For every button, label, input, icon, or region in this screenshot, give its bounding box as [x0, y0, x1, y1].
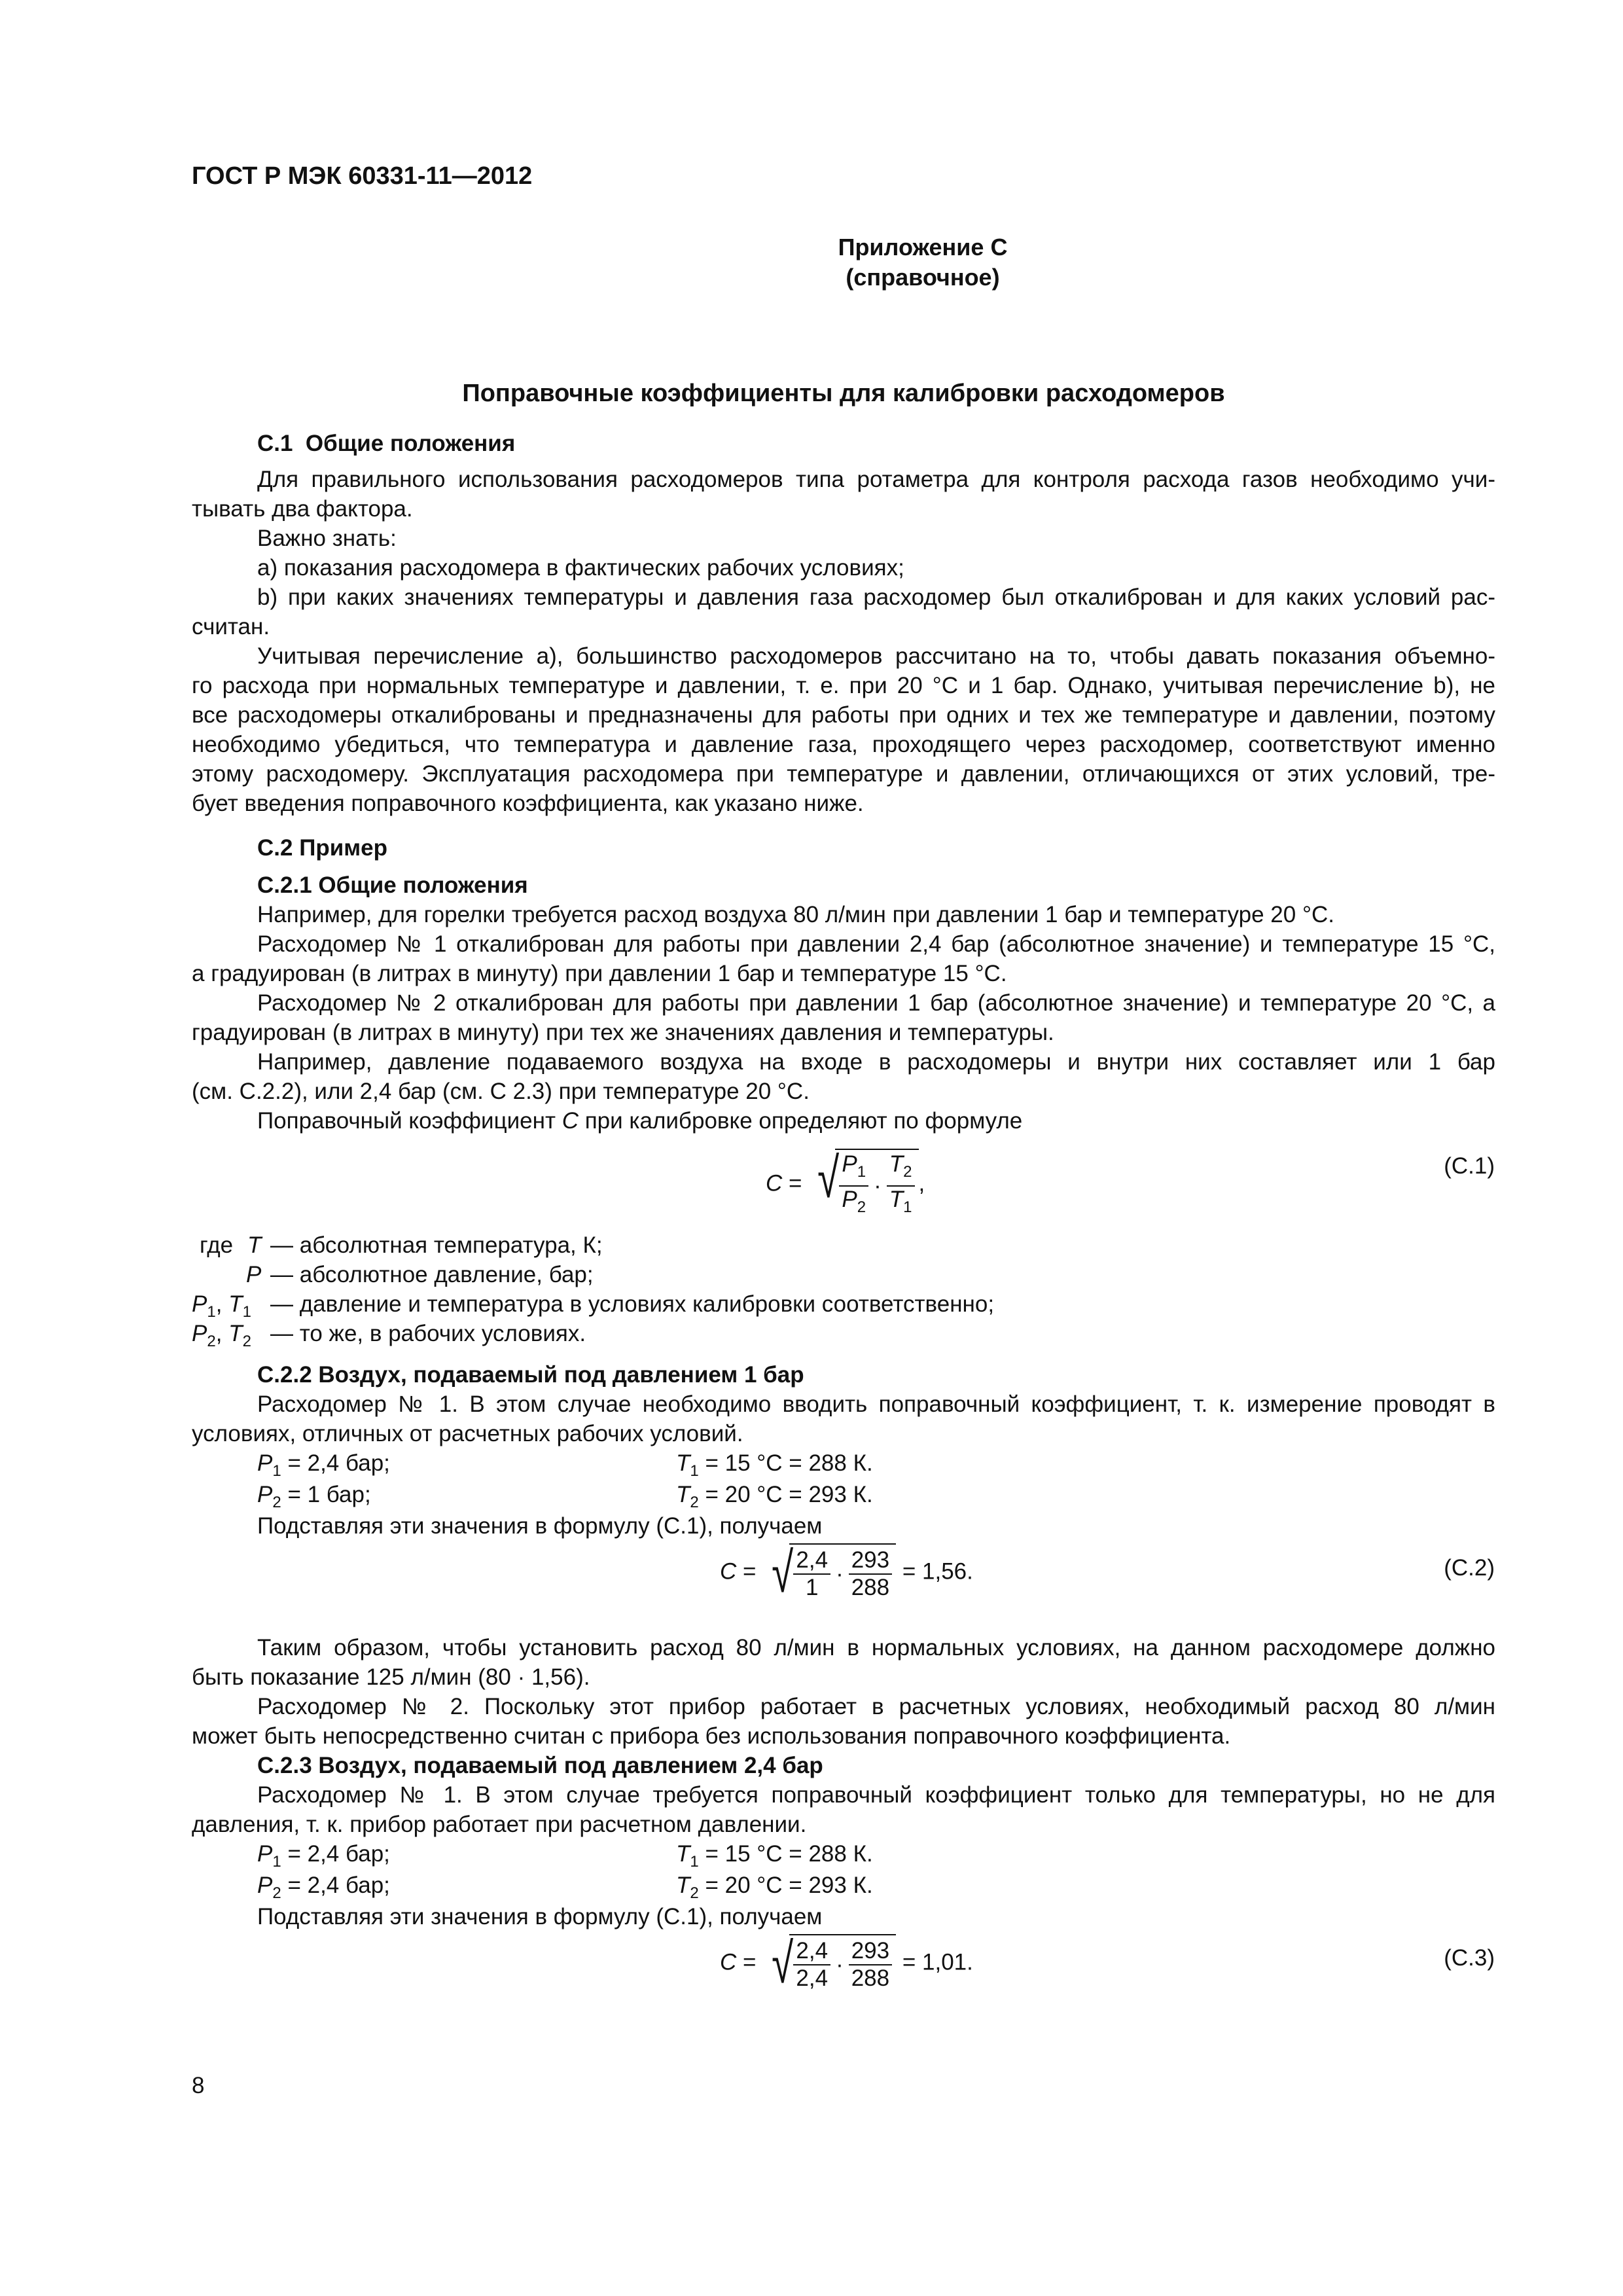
- c1-p3-line5: этому расходомеру. Эксплуатация расходомера при температуре и давлении, отличающихся от этих условий, тре-: [192, 761, 1495, 787]
- appendix-subtitle: (справочное): [846, 264, 1000, 291]
- formula-c3-lhs: С: [720, 1949, 737, 1975]
- sub-2: 2: [272, 1494, 281, 1511]
- formula-c1: [766, 1149, 925, 1221]
- sqrt-sign-icon: √: [772, 1541, 794, 1604]
- c22-p3-line2: может быть непосредственно считан с прибора без использования поправочного коэффициента.: [192, 1723, 1231, 1749]
- formula-c3-sqrt: [762, 1934, 896, 1993]
- page-number: 8: [192, 2073, 205, 2098]
- c1-item-b-line1: b) при каких значениях температуры и давления газа расходомер был откалиброван и для каких условий рас-: [257, 584, 1495, 610]
- value-text: = 15 °С = 288 К.: [705, 1450, 873, 1476]
- where-line-t: [192, 1230, 1495, 1260]
- denominator: 1: [806, 1575, 819, 1600]
- sub-1: 1: [272, 1462, 281, 1480]
- c21-p4-line1: Например, давление подаваемого воздуха на входе в расходомеры и внутри них составляет или 1 бар: [257, 1049, 1495, 1075]
- c23-values-row1: [192, 1839, 1495, 1871]
- formula-c2-frac-1: [793, 1547, 830, 1601]
- c22-subst: Подставляя эти значения в формулу (С.1), получаем: [257, 1513, 823, 1539]
- c21-p5-text-start: Поправочный коэффициент: [257, 1108, 562, 1134]
- value-text: = 2,4 бар;: [287, 1841, 390, 1867]
- formula-c2: [720, 1543, 973, 1602]
- where-block: [192, 1230, 1495, 1348]
- sym-p: Р: [257, 1482, 273, 1507]
- c23-p1-line2: давления, т. к. прибор работает при расчетном давлении.: [192, 1812, 807, 1837]
- formula-c2-lhs: С: [720, 1558, 737, 1585]
- c23-body: [192, 1780, 1495, 1931]
- formula-c2-sqrt: [762, 1543, 896, 1602]
- c22-p2-line2: быть показание 125 л/мин (80 · 1,56).: [192, 1664, 590, 1690]
- numerator: 293: [849, 1938, 892, 1965]
- c22-values-row1: [192, 1448, 1495, 1480]
- c23-p2-value: [257, 1871, 390, 1908]
- sym-p2: Р: [842, 1187, 857, 1212]
- c1-p3-line4: необходимо убедиться, что температура и давление газа, проходящего через расходомер, соответствуют именно: [192, 732, 1495, 757]
- c1-p1-line2: тывать два фактора.: [192, 496, 413, 522]
- c1-body: [192, 465, 1495, 818]
- section-c1-title: Общие положения: [305, 431, 516, 456]
- where-word: где: [200, 1232, 234, 1258]
- formula-c3-frac-1: [793, 1938, 830, 1992]
- denominator: 2,4: [796, 1965, 829, 1991]
- value-text: = 20 °С = 293 К.: [705, 1482, 873, 1507]
- c21-p5-text-end: при калибровке определяют по формуле: [579, 1108, 1023, 1134]
- sqrt-sign-icon: √: [817, 1147, 840, 1210]
- sub-1: 1: [857, 1163, 866, 1181]
- value-text: = 2,4 бар;: [287, 1450, 390, 1476]
- formula-c1-frac-t: [887, 1151, 915, 1221]
- variable-c: С: [562, 1108, 579, 1134]
- formula-c3-dot: ·: [836, 1952, 844, 1977]
- value-text: = 20 °С = 293 К.: [705, 1873, 873, 1898]
- formula-c1-frac-p: [839, 1151, 868, 1221]
- formula-c3: [720, 1934, 973, 1993]
- where-line-p: [192, 1260, 1495, 1289]
- sym-p1: Р: [842, 1151, 857, 1177]
- value-text: = 15 °С = 288 К.: [705, 1841, 873, 1867]
- sub-2: 2: [242, 1333, 251, 1350]
- denominator: 288: [851, 1965, 890, 1991]
- equation-number-c2: (С.2): [1444, 1555, 1495, 1581]
- formula-c1-equals: =: [789, 1170, 802, 1196]
- formula-c2-frac-2: [849, 1547, 892, 1601]
- equation-number-c3: (С.3): [1444, 1945, 1495, 1971]
- formula-c1-comma: ,: [918, 1170, 925, 1196]
- sym-t: Т: [676, 1873, 690, 1898]
- sub-1: 1: [903, 1198, 912, 1216]
- sym-p: Р: [192, 1321, 207, 1346]
- c21-p5: [192, 1106, 1495, 1136]
- c22-p1-line2: условиях, отличных от расчетных рабочих условий.: [192, 1421, 743, 1446]
- formula-c2-dot: ·: [836, 1561, 844, 1587]
- c22-p2-line1: Таким образом, чтобы установить расход 80 л/мин в нормальных условиях, на данном расходомере должно: [257, 1635, 1495, 1660]
- sym-t1: Т: [889, 1187, 904, 1212]
- numerator: 293: [849, 1547, 892, 1575]
- section-c22-heading: С.2.2 Воздух, подаваемый под давлением 1 бар: [257, 1362, 804, 1388]
- formula-c3-frac-2: [849, 1938, 892, 1992]
- appendix-title: Приложение С: [838, 234, 1008, 260]
- c1-p3-line1: Учитывая перечисление а), большинство расходомеров рассчитано на то, чтобы давать показания объемно-: [257, 643, 1495, 669]
- where-text-p: — абсолютное давление, бар;: [270, 1262, 594, 1287]
- c1-item-b-line2: считан.: [192, 614, 270, 639]
- where-symbol-t: Т: [247, 1232, 262, 1258]
- sub-1: 1: [242, 1303, 251, 1321]
- formula-c2-result: = 1,56.: [902, 1558, 973, 1585]
- sep: ,: [215, 1291, 229, 1317]
- c22-body-2: [192, 1633, 1495, 1751]
- c21-p3-line2: градуирован (в литрах в минуту) при тех же значениях давления и температуры.: [192, 1020, 1054, 1045]
- c21-p2-line1: Расходомер № 1 откалиброван для работы при давлении 2,4 бар (абсолютное значение) и температуре 15 °С,: [257, 931, 1495, 957]
- sub-1: 1: [690, 1462, 699, 1480]
- c1-p1-line1: Для правильного использования расходомеров типа ротаметра для контроля расхода газов необходимо учи-: [257, 467, 1495, 492]
- c1-p2: Важно знать:: [257, 526, 397, 551]
- numerator: 2,4: [793, 1938, 830, 1965]
- sub-2: 2: [857, 1198, 866, 1216]
- equation-number-c1: (С.1): [1444, 1153, 1495, 1179]
- c21-p1: Например, для горелки требуется расход воздуха 80 л/мин при давлении 1 бар и температуре 20 °С.: [257, 902, 1334, 927]
- c1-p3-line6: бует введения поправочного коэффициента, как указано ниже.: [192, 791, 864, 816]
- document-code: ГОСТ Р МЭК 60331-11—2012: [192, 162, 533, 190]
- sub-2: 2: [207, 1333, 216, 1350]
- where-text-p2t2: — то же, в рабочих условиях.: [270, 1321, 586, 1346]
- sym-t: Т: [676, 1450, 690, 1476]
- c21-p3-line1: Расходомер № 2 откалиброван для работы при давлении 1 бар (абсолютное значение) и температуре 20 °С, а: [257, 990, 1495, 1016]
- where-symbol-p: Р: [246, 1262, 262, 1287]
- c23-t2-value: [676, 1871, 873, 1908]
- where-line-p1t1: [192, 1289, 1495, 1319]
- sym-t2: Т: [889, 1151, 904, 1177]
- where-line-p2t2: [192, 1319, 1495, 1348]
- sqrt-sign-icon: √: [772, 1932, 794, 1995]
- formula-c1-lhs: С: [766, 1170, 783, 1196]
- main-title: Поправочные коэффициенты для калибровки расходомеров: [462, 380, 1225, 407]
- sub-2: 2: [272, 1884, 281, 1902]
- sym-t: Т: [676, 1841, 690, 1867]
- section-c23-heading: С.2.3 Воздух, подаваемый под давлением 2,4 бар: [257, 1753, 823, 1778]
- c22-p2-value: [257, 1480, 371, 1517]
- sym-t: Т: [228, 1291, 243, 1317]
- formula-c3-result: = 1,01.: [902, 1949, 973, 1975]
- sub-1: 1: [272, 1853, 281, 1871]
- c1-item-a: а) показания расходомера в фактических рабочих условиях;: [257, 555, 904, 581]
- value-text: = 2,4 бар;: [287, 1873, 390, 1898]
- sub-1: 1: [207, 1303, 216, 1321]
- where-text-p1t1: — давление и температура в условиях калибровки соответственно;: [270, 1291, 995, 1317]
- formula-c1-dot: ·: [874, 1173, 882, 1198]
- sym-t: Т: [676, 1482, 690, 1507]
- appendix-heading: [654, 232, 1191, 293]
- c21-p2-line2: а градуирован (в литрах в минуту) при давлении 1 бар и температуре 15 °С.: [192, 961, 1007, 986]
- c22-p1-line1: Расходомер № 1. В этом случае необходимо вводить поправочный коэффициент, т. к. измерение проводят в: [257, 1391, 1495, 1417]
- sub-1: 1: [690, 1853, 699, 1871]
- c1-p3-line3: все расходомеры откалиброваны и предназначены для работы при одних и тех же температуре и давлении, поэтому: [192, 702, 1495, 728]
- sym-p: Р: [257, 1873, 273, 1898]
- c22-body: [192, 1390, 1495, 1541]
- formula-c3-equals: =: [743, 1949, 757, 1975]
- sym-t: Т: [228, 1321, 243, 1346]
- value-text: = 1 бар;: [287, 1482, 371, 1507]
- numerator: 2,4: [793, 1547, 830, 1575]
- sub-2: 2: [690, 1494, 699, 1511]
- where-symbol-p2t2: [192, 1319, 251, 1356]
- section-c21-heading: С.2.1 Общие положения: [257, 872, 528, 898]
- where-text-t: — абсолютная температура, К;: [270, 1232, 603, 1258]
- sub-2: 2: [690, 1884, 699, 1902]
- c1-p3-line2: го расхода при нормальных температуре и давлении, т. е. при 20 °С и 1 бар. Однако, учитывая перечисление b), не: [192, 673, 1495, 698]
- section-c1-number: С.1: [257, 431, 293, 456]
- c21-body: [192, 900, 1495, 1136]
- formula-c2-equals: =: [743, 1558, 757, 1585]
- c21-p4-line2: (см. С.2.2), или 2,4 бар (см. С 2.3) при температуре 20 °С.: [192, 1079, 810, 1104]
- sub-2: 2: [903, 1163, 912, 1181]
- sym-p: Р: [257, 1450, 273, 1476]
- c22-values-row2: [192, 1480, 1495, 1511]
- c23-subst: Подставляя эти значения в формулу (С.1), получаем: [257, 1904, 823, 1929]
- c22-p3-line1: Расходомер № 2. Поскольку этот прибор работает в расчетных условиях, необходимый расход 80 л/мин: [257, 1694, 1495, 1719]
- c23-p1-line1: Расходомер № 1. В этом случае требуется поправочный коэффициент только для температуры, но не для: [257, 1782, 1495, 1808]
- section-c2-heading: С.2 Пример: [257, 835, 387, 861]
- sym-p: Р: [257, 1841, 273, 1867]
- sep: ,: [215, 1321, 229, 1346]
- denominator: 288: [851, 1575, 890, 1600]
- formula-c1-sqrt: [808, 1149, 918, 1221]
- section-c1-heading: [257, 429, 515, 458]
- c23-values-row2: [192, 1871, 1495, 1902]
- sym-p: Р: [192, 1291, 207, 1317]
- c22-t2-value: [676, 1480, 873, 1517]
